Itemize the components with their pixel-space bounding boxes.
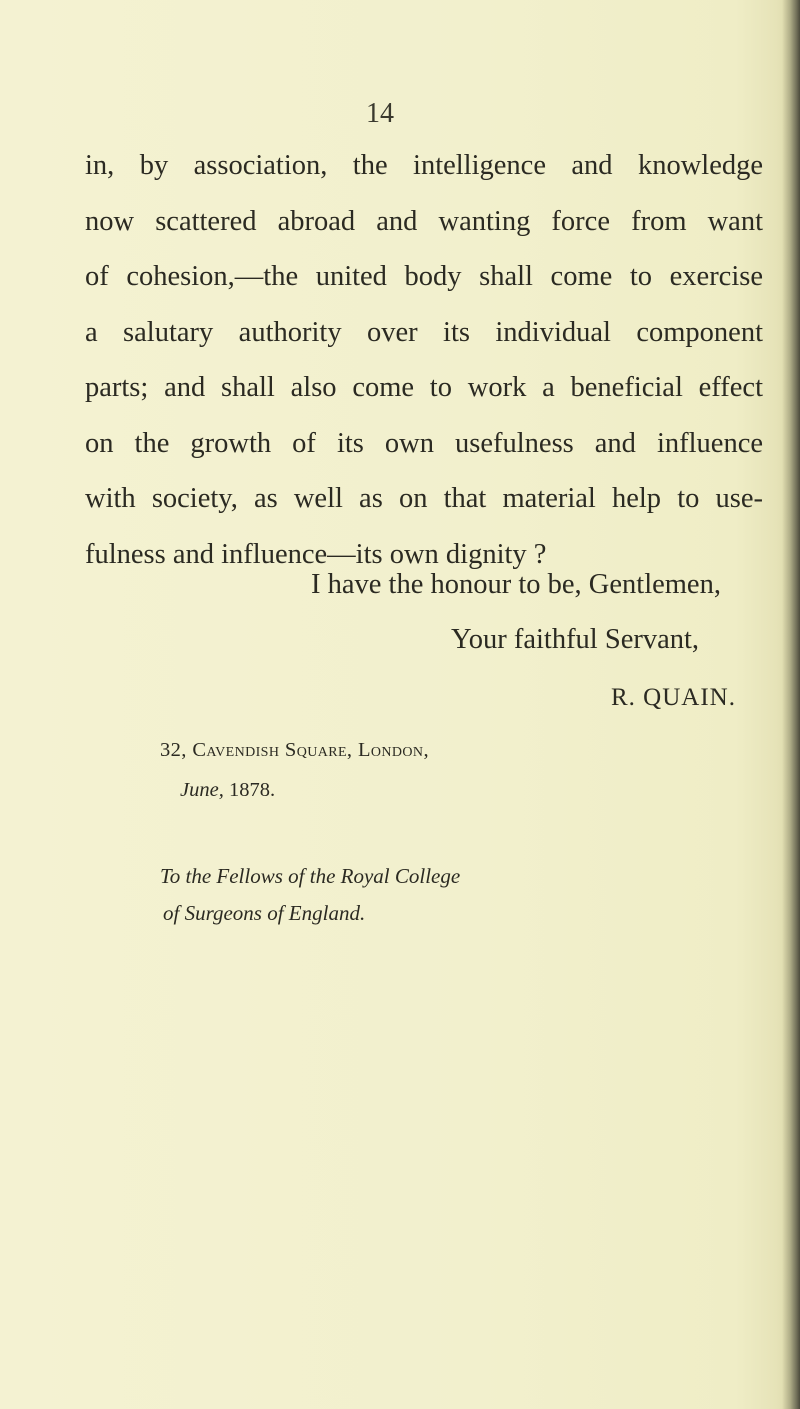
page-edge-shadow — [782, 0, 800, 1409]
body-line: of cohesion,—the united body shall come to exercise — [85, 261, 763, 292]
date-month: June, — [180, 779, 224, 801]
signature: R. QUAIN. — [611, 684, 736, 711]
dedication-line: To the Fellows of the Royal College — [160, 864, 461, 888]
date-year: 1878. — [228, 779, 276, 801]
letter-date — [180, 775, 275, 805]
body-line: a salutary authority over its individual component — [85, 316, 763, 348]
body-line: now scattered abroad and wanting force from want — [85, 205, 763, 237]
body-line: fulness and influence—its own dignity ? — [85, 538, 547, 570]
body-line: parts; and shall also come to work a beneficial effect — [85, 372, 763, 403]
body-line: on the growth of its own usefulness and influence — [85, 427, 763, 459]
sender-address: 32, Cavendish Square, London, — [160, 739, 429, 761]
closing-salutation: I have the honour to be, Gentlemen, — [311, 569, 721, 600]
body-paragraph — [85, 138, 763, 582]
closing-valediction: Your faithful Servant, — [451, 624, 700, 655]
body-line: with society, as well as on that material help to use- — [85, 483, 763, 514]
body-line: in, by association, the intelligence and knowledge — [85, 150, 763, 181]
dedication-line: of Surgeons of England. — [163, 901, 366, 925]
page-number: 14 — [366, 98, 394, 129]
dedication — [160, 858, 460, 932]
